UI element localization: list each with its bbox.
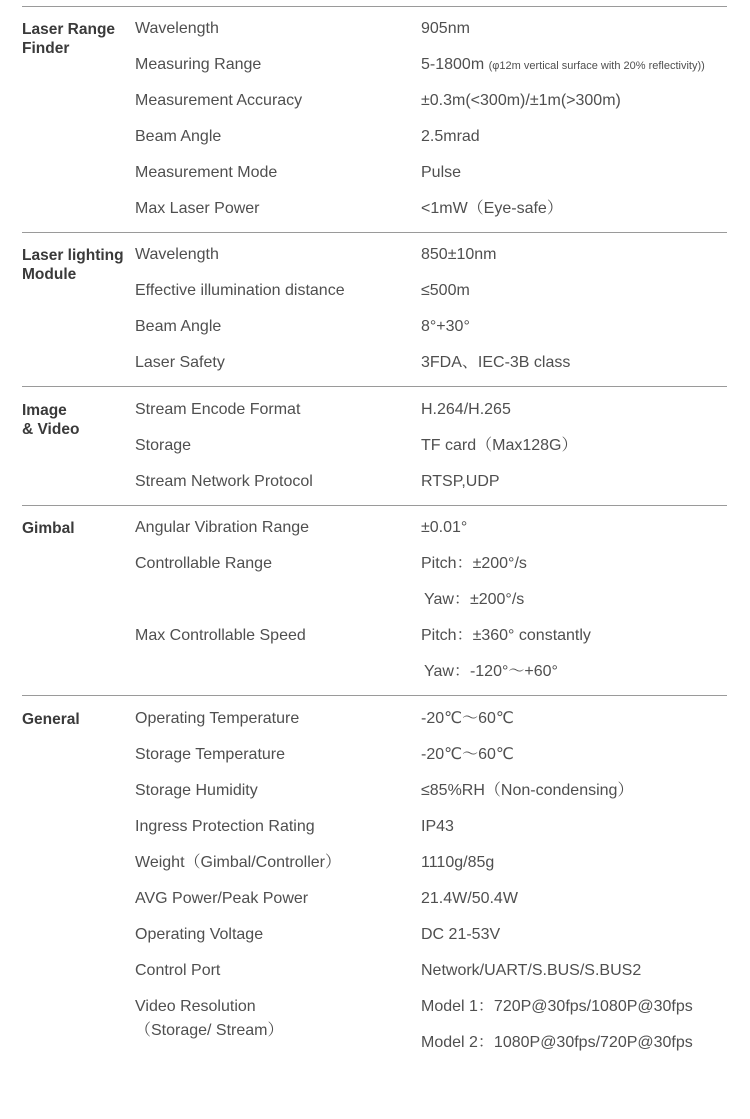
spec-label: Operating Voltage	[135, 926, 264, 943]
spec-label: Controllable Range	[135, 555, 272, 572]
spec-value: Model 2：1080P@30fps/720P@30fps	[421, 1034, 693, 1051]
spec-value: 21.4W/50.4W	[421, 890, 518, 907]
spec-label: Storage Humidity	[135, 782, 258, 799]
section-divider	[22, 232, 727, 233]
spec-label: Measurement Mode	[135, 164, 278, 181]
spec-label: Weight（Gimbal/Controller）	[135, 854, 341, 871]
spec-label: Control Port	[135, 962, 221, 979]
spec-value: ≤85%RH（Non-condensing）	[421, 782, 634, 799]
spec-value: ≤500m	[421, 282, 470, 299]
spec-label: Effective illumination distance	[135, 282, 345, 299]
spec-value: Yaw：±200°/s	[424, 591, 525, 608]
section-divider	[22, 695, 727, 696]
section-divider	[22, 505, 727, 506]
spec-value: Pulse	[421, 164, 462, 181]
spec-label: Beam Angle	[135, 128, 222, 145]
spec-label: Laser Safety	[135, 354, 225, 371]
spec-label: Stream Encode Format	[135, 401, 301, 418]
spec-value-measuring-range	[421, 53, 746, 78]
spec-label: Measurement Accuracy	[135, 92, 303, 109]
section-title-gimbal: Gimbal	[22, 520, 75, 537]
spec-label: Angular Vibration Range	[135, 519, 310, 536]
spec-value: Network/UART/S.BUS/S.BUS2	[421, 962, 642, 979]
spec-value: <1mW（Eye-safe）	[421, 200, 563, 217]
spec-value: RTSP,UDP	[421, 473, 500, 490]
spec-value: 1110g/85g	[421, 854, 495, 871]
spec-value: 2.5mrad	[421, 128, 480, 145]
spec-value: Model 1：720P@30fps/1080P@30fps	[421, 998, 693, 1015]
spec-value: ±0.3m(<300m)/±1m(>300m)	[421, 92, 621, 109]
section-title-laser-lighting-module: Laser lighting Module	[22, 247, 124, 283]
spec-label: Video Resolution （Storage/ Stream）	[135, 998, 284, 1039]
spec-value: -20℃～60℃	[421, 710, 514, 727]
section-title-laser-range-finder: Laser Range Finder	[22, 21, 116, 57]
spec-label: Operating Temperature	[135, 710, 300, 727]
spec-label: AVG Power/Peak Power	[135, 890, 309, 907]
spec-value: 3FDA、IEC-3B class	[421, 354, 571, 371]
spec-label: Wavelength	[135, 20, 219, 37]
spec-label: Storage Temperature	[135, 746, 286, 763]
spec-value: H.264/H.265	[421, 401, 511, 418]
spec-value: TF card（Max128G）	[421, 437, 578, 454]
spec-value: -20℃～60℃	[421, 746, 514, 763]
section-divider	[22, 386, 727, 387]
spec-label: Ingress Protection Rating	[135, 818, 315, 835]
spec-value: 5-1800m	[421, 56, 485, 73]
spec-label: Wavelength	[135, 246, 219, 263]
spec-label: Max Laser Power	[135, 200, 260, 217]
spec-value: 8°+30°	[421, 318, 470, 335]
spec-value: DC 21-53V	[421, 926, 501, 943]
spec-value: ±0.01°	[421, 519, 468, 536]
spec-label: Stream Network Protocol	[135, 473, 313, 490]
section-title-image-video: Image & Video	[22, 402, 80, 438]
spec-label: Storage	[135, 437, 192, 454]
spec-label: Beam Angle	[135, 318, 222, 335]
spec-note: (φ12m vertical surface with 20% reflectivity))	[488, 60, 705, 72]
spec-value: 850±10nm	[421, 246, 497, 263]
spec-label: Max Controllable Speed	[135, 627, 306, 644]
spec-value: IP43	[421, 818, 454, 835]
section-title-general: General	[22, 711, 80, 728]
spec-value: 905nm	[421, 20, 470, 37]
section-divider	[22, 6, 727, 7]
spec-value: Yaw：-120°～+60°	[424, 663, 558, 680]
spec-value: Pitch：±200°/s	[421, 555, 527, 572]
spec-value: Pitch：±360° constantly	[421, 627, 591, 644]
spec-label: Measuring Range	[135, 56, 262, 73]
